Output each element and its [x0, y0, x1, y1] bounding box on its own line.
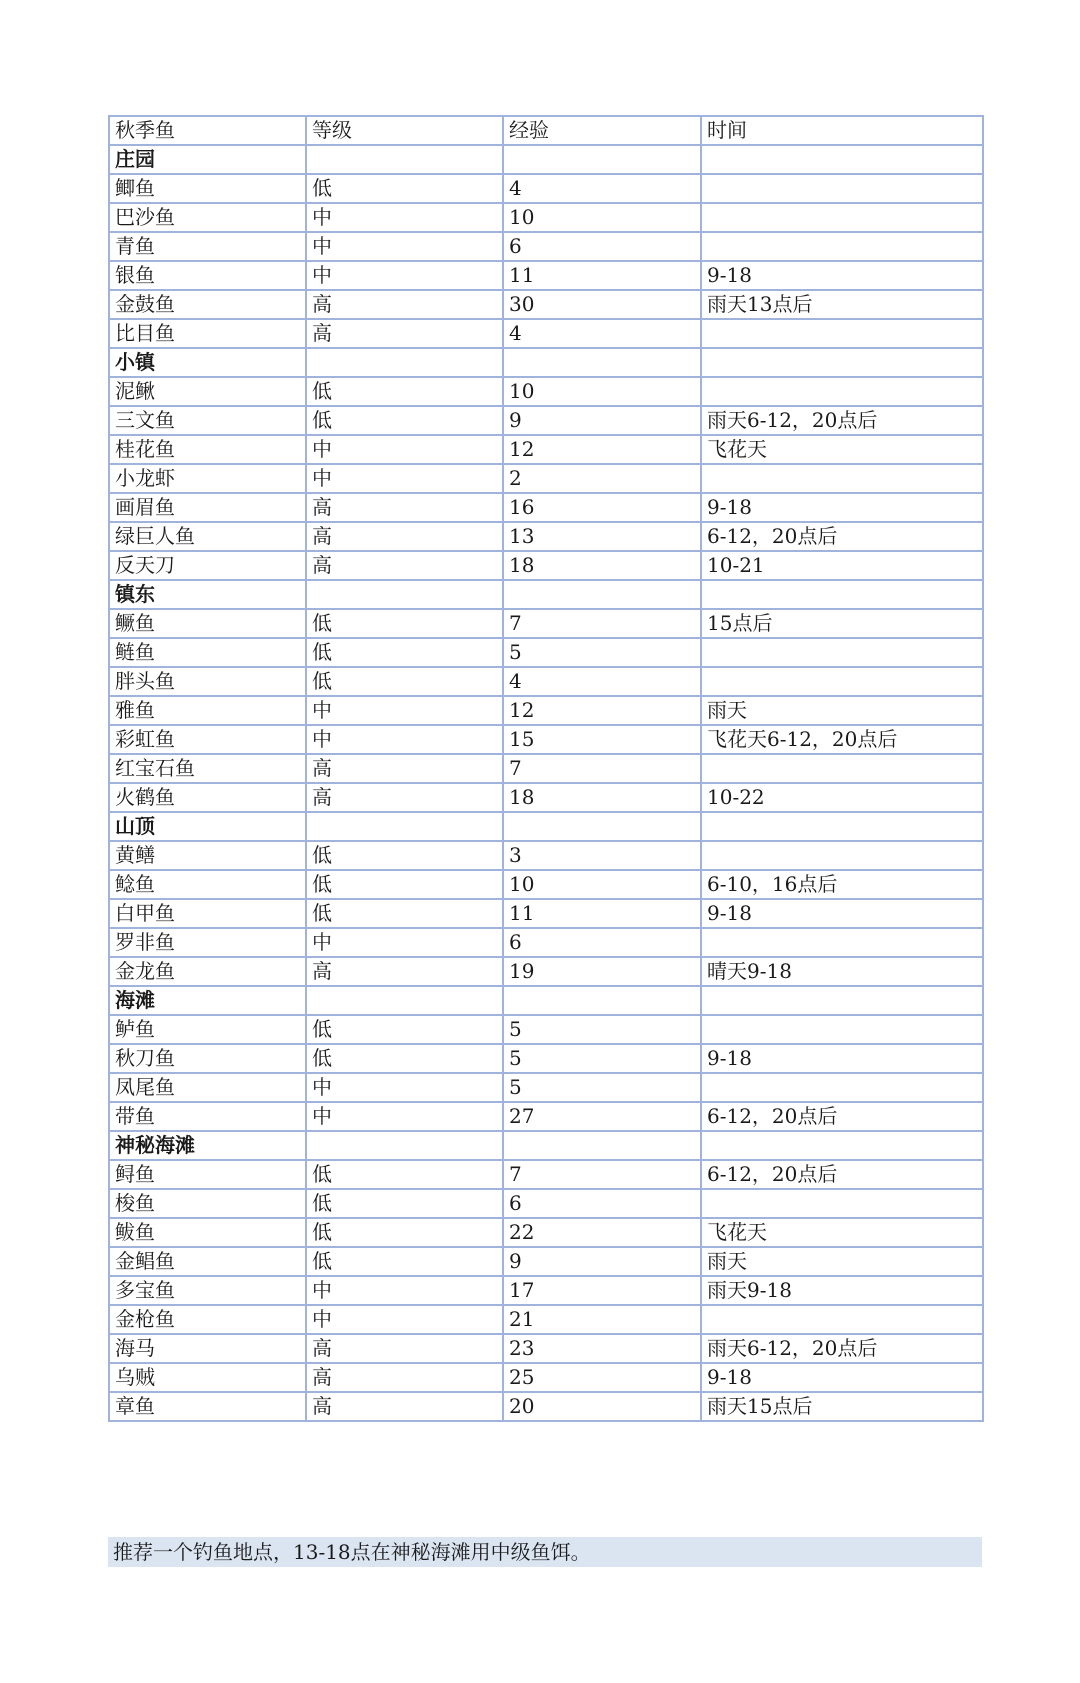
- table-row: [109, 899, 983, 928]
- time-cell: [701, 667, 983, 696]
- time-cell: 9-18: [701, 1044, 983, 1073]
- level-cell: 低: [306, 174, 503, 203]
- table-row: [109, 696, 983, 725]
- header-level: 等级: [306, 116, 503, 145]
- level-cell: 中: [306, 464, 503, 493]
- table-row: [109, 435, 983, 464]
- exp-cell: 17: [503, 1276, 701, 1305]
- table-row: [109, 1392, 983, 1421]
- time-cell: [701, 928, 983, 957]
- time-cell: [701, 377, 983, 406]
- fish-name-cell: 巴沙鱼: [109, 203, 306, 232]
- section-row: [109, 348, 983, 377]
- fish-name-cell: 比目鱼: [109, 319, 306, 348]
- time-cell: [701, 1073, 983, 1102]
- time-cell: 6-12，20点后: [701, 1102, 983, 1131]
- table-row: [109, 522, 983, 551]
- fish-name-cell: 彩虹鱼: [109, 725, 306, 754]
- table-row: [109, 1160, 983, 1189]
- time-cell: 雨天15点后: [701, 1392, 983, 1421]
- fish-name-cell: 小龙虾: [109, 464, 306, 493]
- exp-cell: 12: [503, 435, 701, 464]
- level-cell: 低: [306, 1044, 503, 1073]
- exp-cell: 6: [503, 1189, 701, 1218]
- time-cell: 15点后: [701, 609, 983, 638]
- time-cell: 晴天9-18: [701, 957, 983, 986]
- exp-cell: 11: [503, 261, 701, 290]
- exp-cell: 30: [503, 290, 701, 319]
- level-cell: 中: [306, 203, 503, 232]
- fish-name-cell: 凤尾鱼: [109, 1073, 306, 1102]
- table-row: [109, 261, 983, 290]
- table-header-row: [109, 116, 983, 145]
- time-cell: 10-22: [701, 783, 983, 812]
- section-row: [109, 812, 983, 841]
- table-row: [109, 551, 983, 580]
- exp-cell: 11: [503, 899, 701, 928]
- fish-name-cell: 多宝鱼: [109, 1276, 306, 1305]
- exp-cell: 21: [503, 1305, 701, 1334]
- exp-cell: 13: [503, 522, 701, 551]
- level-cell: 高: [306, 551, 503, 580]
- fish-name-cell: 金鼓鱼: [109, 290, 306, 319]
- exp-cell: 4: [503, 174, 701, 203]
- time-cell: 雨天9-18: [701, 1276, 983, 1305]
- time-cell: 飞花天: [701, 435, 983, 464]
- level-cell: 中: [306, 928, 503, 957]
- empty-cell: [503, 986, 701, 1015]
- time-cell: [701, 174, 983, 203]
- level-cell: 低: [306, 841, 503, 870]
- fish-name-cell: 三文鱼: [109, 406, 306, 435]
- level-cell: 高: [306, 957, 503, 986]
- level-cell: 中: [306, 1276, 503, 1305]
- level-cell: 高: [306, 754, 503, 783]
- empty-cell: [701, 145, 983, 174]
- table-row: [109, 725, 983, 754]
- exp-cell: 15: [503, 725, 701, 754]
- table-row: [109, 1276, 983, 1305]
- section-row: [109, 1131, 983, 1160]
- level-cell: 低: [306, 638, 503, 667]
- fish-name-cell: 海马: [109, 1334, 306, 1363]
- level-cell: 中: [306, 696, 503, 725]
- time-cell: 雨天: [701, 1247, 983, 1276]
- fish-name-cell: 罗非鱼: [109, 928, 306, 957]
- level-cell: 中: [306, 261, 503, 290]
- level-cell: 高: [306, 1392, 503, 1421]
- time-cell: [701, 203, 983, 232]
- exp-cell: 20: [503, 1392, 701, 1421]
- level-cell: 低: [306, 1015, 503, 1044]
- level-cell: 中: [306, 1073, 503, 1102]
- empty-cell: [503, 348, 701, 377]
- empty-cell: [306, 1131, 503, 1160]
- section-title: 小镇: [109, 348, 306, 377]
- time-cell: 飞花天6-12，20点后: [701, 725, 983, 754]
- table-row: [109, 232, 983, 261]
- fish-name-cell: 鳜鱼: [109, 609, 306, 638]
- fish-name-cell: 乌贼: [109, 1363, 306, 1392]
- exp-cell: 6: [503, 928, 701, 957]
- table-row: [109, 493, 983, 522]
- exp-cell: 3: [503, 841, 701, 870]
- time-cell: 雨天13点后: [701, 290, 983, 319]
- time-cell: 9-18: [701, 493, 983, 522]
- section-row: [109, 580, 983, 609]
- exp-cell: 10: [503, 203, 701, 232]
- level-cell: 高: [306, 290, 503, 319]
- exp-cell: 27: [503, 1102, 701, 1131]
- time-cell: [701, 464, 983, 493]
- header-fish: 秋季鱼: [109, 116, 306, 145]
- table-row: [109, 1334, 983, 1363]
- fish-name-cell: 带鱼: [109, 1102, 306, 1131]
- exp-cell: 18: [503, 783, 701, 812]
- fish-name-cell: 鲢鱼: [109, 638, 306, 667]
- table-row: [109, 841, 983, 870]
- time-cell: [701, 638, 983, 667]
- level-cell: 低: [306, 870, 503, 899]
- section-title: 镇东: [109, 580, 306, 609]
- level-cell: 低: [306, 667, 503, 696]
- time-cell: 9-18: [701, 899, 983, 928]
- time-cell: 9-18: [701, 1363, 983, 1392]
- empty-cell: [503, 1131, 701, 1160]
- exp-cell: 6: [503, 232, 701, 261]
- section-title: 海滩: [109, 986, 306, 1015]
- exp-cell: 5: [503, 1044, 701, 1073]
- level-cell: 高: [306, 1363, 503, 1392]
- table-row: [109, 1189, 983, 1218]
- table-row: [109, 464, 983, 493]
- table-row: [109, 957, 983, 986]
- fish-name-cell: 雅鱼: [109, 696, 306, 725]
- time-cell: [701, 1015, 983, 1044]
- exp-cell: 9: [503, 406, 701, 435]
- level-cell: 低: [306, 406, 503, 435]
- fish-name-cell: 绿巨人鱼: [109, 522, 306, 551]
- autumn-fish-table: [108, 115, 984, 1422]
- empty-cell: [503, 812, 701, 841]
- exp-cell: 25: [503, 1363, 701, 1392]
- empty-cell: [701, 1131, 983, 1160]
- table-row: [109, 1102, 983, 1131]
- fish-name-cell: 火鹤鱼: [109, 783, 306, 812]
- exp-cell: 7: [503, 1160, 701, 1189]
- exp-cell: 16: [503, 493, 701, 522]
- recommendation-note: 推荐一个钓鱼地点，13-18点在神秘海滩用中级鱼饵。: [108, 1537, 982, 1567]
- time-cell: 飞花天: [701, 1218, 983, 1247]
- fish-name-cell: 白甲鱼: [109, 899, 306, 928]
- time-cell: 雨天: [701, 696, 983, 725]
- empty-cell: [701, 986, 983, 1015]
- exp-cell: 4: [503, 319, 701, 348]
- level-cell: 高: [306, 1334, 503, 1363]
- level-cell: 低: [306, 1247, 503, 1276]
- level-cell: 低: [306, 1218, 503, 1247]
- fish-name-cell: 胖头鱼: [109, 667, 306, 696]
- section-row: [109, 145, 983, 174]
- table-row: [109, 319, 983, 348]
- level-cell: 低: [306, 899, 503, 928]
- exp-cell: 7: [503, 609, 701, 638]
- section-title: 庄园: [109, 145, 306, 174]
- exp-cell: 2: [503, 464, 701, 493]
- table-row: [109, 377, 983, 406]
- level-cell: 低: [306, 1160, 503, 1189]
- time-cell: 6-12，20点后: [701, 1160, 983, 1189]
- empty-cell: [701, 348, 983, 377]
- table-row: [109, 870, 983, 899]
- exp-cell: 9: [503, 1247, 701, 1276]
- table-row: [109, 1073, 983, 1102]
- level-cell: 中: [306, 725, 503, 754]
- fish-name-cell: 鲫鱼: [109, 174, 306, 203]
- section-row: [109, 986, 983, 1015]
- time-cell: 10-21: [701, 551, 983, 580]
- time-cell: [701, 1305, 983, 1334]
- table-body: [109, 116, 983, 1421]
- time-cell: [701, 319, 983, 348]
- time-cell: [701, 754, 983, 783]
- exp-cell: 12: [503, 696, 701, 725]
- fish-name-cell: 金龙鱼: [109, 957, 306, 986]
- fish-name-cell: 鲶鱼: [109, 870, 306, 899]
- table-row: [109, 1044, 983, 1073]
- table-row: [109, 783, 983, 812]
- empty-cell: [503, 145, 701, 174]
- table-row: [109, 1247, 983, 1276]
- fish-name-cell: 鲟鱼: [109, 1160, 306, 1189]
- level-cell: 低: [306, 377, 503, 406]
- header-exp: 经验: [503, 116, 701, 145]
- exp-cell: 4: [503, 667, 701, 696]
- exp-cell: 18: [503, 551, 701, 580]
- level-cell: 中: [306, 232, 503, 261]
- empty-cell: [503, 580, 701, 609]
- document-page: [108, 115, 982, 1422]
- table-row: [109, 1218, 983, 1247]
- empty-cell: [701, 580, 983, 609]
- section-title: 山顶: [109, 812, 306, 841]
- level-cell: 中: [306, 435, 503, 464]
- time-cell: [701, 841, 983, 870]
- time-cell: 9-18: [701, 261, 983, 290]
- fish-name-cell: 泥鳅: [109, 377, 306, 406]
- exp-cell: 10: [503, 377, 701, 406]
- empty-cell: [306, 580, 503, 609]
- empty-cell: [306, 145, 503, 174]
- fish-name-cell: 黄鳝: [109, 841, 306, 870]
- fish-name-cell: 鲅鱼: [109, 1218, 306, 1247]
- empty-cell: [701, 812, 983, 841]
- header-time: 时间: [701, 116, 983, 145]
- time-cell: 6-12，20点后: [701, 522, 983, 551]
- table-row: [109, 1305, 983, 1334]
- exp-cell: 5: [503, 1015, 701, 1044]
- fish-name-cell: 金枪鱼: [109, 1305, 306, 1334]
- table-row: [109, 638, 983, 667]
- empty-cell: [306, 348, 503, 377]
- table-row: [109, 609, 983, 638]
- level-cell: 低: [306, 609, 503, 638]
- level-cell: 高: [306, 783, 503, 812]
- exp-cell: 7: [503, 754, 701, 783]
- time-cell: [701, 1189, 983, 1218]
- table-row: [109, 203, 983, 232]
- fish-name-cell: 反天刀: [109, 551, 306, 580]
- time-cell: 6-10，16点后: [701, 870, 983, 899]
- empty-cell: [306, 812, 503, 841]
- table-row: [109, 1363, 983, 1392]
- fish-name-cell: 秋刀鱼: [109, 1044, 306, 1073]
- level-cell: 高: [306, 319, 503, 348]
- fish-name-cell: 画眉鱼: [109, 493, 306, 522]
- exp-cell: 23: [503, 1334, 701, 1363]
- time-cell: 雨天6-12，20点后: [701, 1334, 983, 1363]
- level-cell: 中: [306, 1102, 503, 1131]
- time-cell: 雨天6-12，20点后: [701, 406, 983, 435]
- time-cell: [701, 232, 983, 261]
- table-row: [109, 1015, 983, 1044]
- level-cell: 高: [306, 522, 503, 551]
- exp-cell: 5: [503, 638, 701, 667]
- fish-name-cell: 红宝石鱼: [109, 754, 306, 783]
- exp-cell: 22: [503, 1218, 701, 1247]
- table-row: [109, 667, 983, 696]
- fish-name-cell: 鲈鱼: [109, 1015, 306, 1044]
- exp-cell: 5: [503, 1073, 701, 1102]
- exp-cell: 19: [503, 957, 701, 986]
- section-title: 神秘海滩: [109, 1131, 306, 1160]
- exp-cell: 10: [503, 870, 701, 899]
- level-cell: 低: [306, 1189, 503, 1218]
- level-cell: 高: [306, 493, 503, 522]
- fish-name-cell: 桂花鱼: [109, 435, 306, 464]
- fish-name-cell: 梭鱼: [109, 1189, 306, 1218]
- table-row: [109, 754, 983, 783]
- fish-name-cell: 金鲳鱼: [109, 1247, 306, 1276]
- fish-name-cell: 章鱼: [109, 1392, 306, 1421]
- empty-cell: [306, 986, 503, 1015]
- table-row: [109, 406, 983, 435]
- fish-name-cell: 青鱼: [109, 232, 306, 261]
- table-row: [109, 928, 983, 957]
- table-row: [109, 174, 983, 203]
- level-cell: 中: [306, 1305, 503, 1334]
- table-row: [109, 290, 983, 319]
- fish-name-cell: 银鱼: [109, 261, 306, 290]
